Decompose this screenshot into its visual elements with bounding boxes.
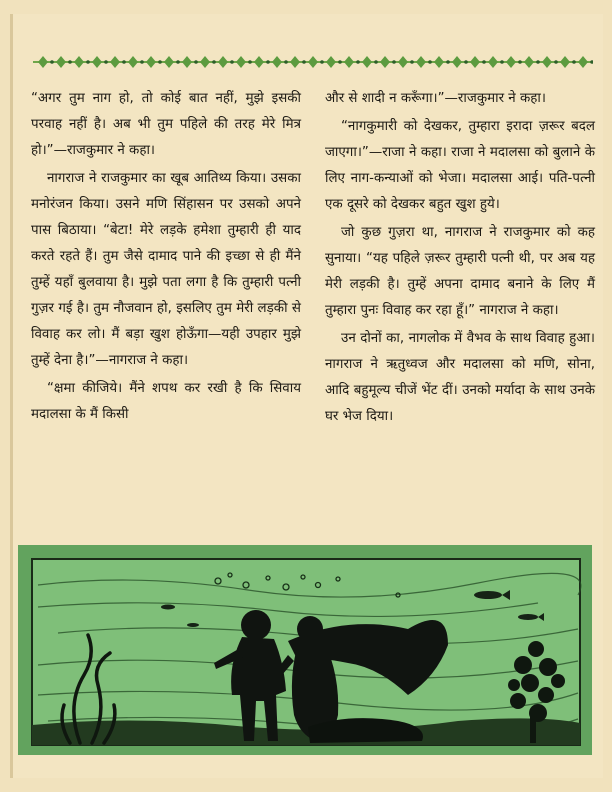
border-dot — [446, 60, 450, 64]
border-motif — [92, 56, 102, 68]
border-dot — [176, 60, 180, 64]
border-motif — [56, 56, 66, 68]
border-motif — [128, 56, 138, 68]
border-motif — [218, 56, 228, 68]
border-dot — [554, 60, 558, 64]
paragraph: “अगर तुम नाग हो, तो कोई बात नहीं, मुझे इसकी परवाह नहीं है। अब भी तुम पहिले की तरह मेरे मित्र हो।”—राजकुमार ने कहा। — [31, 91, 301, 158]
border-dot — [590, 60, 593, 64]
border-motif — [254, 56, 264, 68]
paragraph: “नागकुमारी को देखकर, तुम्हारा इरादा ज़रूर बदल जाएगा।”—राजा ने कहा। राजा ने मदालसा को बुलाने के लिए नाग-कन्याओं को भेजा। मदालसा आई। पति-पत्नी एक दूसरे को देखकर बहुत खुश हुये। — [325, 119, 595, 212]
border-motif — [164, 56, 174, 68]
border-motif — [560, 56, 570, 68]
border-dot — [86, 60, 90, 64]
border-dot — [536, 60, 540, 64]
border-motif — [434, 56, 444, 68]
border-dot — [572, 60, 576, 64]
border-dot — [284, 60, 288, 64]
border-motif — [506, 56, 516, 68]
paragraph: जो कुछ गुज़रा था, नागराज ने राजकुमार को कह सुनाया। “यह पहिले ज़रूर तुम्हारी पत्नी थी, पर अब यह मेरी लड़की है। तुम्हें अपना दामाद बनाने के लिए मैं तुम्हारा पुनः विवाह कर रहा हूँ।” नागराज ने कहा। — [325, 225, 595, 318]
border-motif — [470, 56, 480, 68]
border-motif — [326, 56, 336, 68]
border-motif — [380, 56, 390, 68]
paragraph: नागराज ने राजकुमार का खूब आतिथ्य किया। उसका मनोरंजन किया। उसने मणि सिंहासन पर उसको अपने पास बिठाया। “बेटा! मेरे लड़के हमेशा तुम्हारी ही याद करते रहते हैं। तुम जैसे दामाद पाने की इच्छा से ही मैंने तुम्हें यहाँ बुलवाया है। मुझे पता लगा है कि तुम्हारी पत्नी गुज़र गई है। तुम नौजवान हो, इसलिए तुम मेरी लड़की से विवाह कर लो। मैं बड़ा खुश होऊँगा—यही उपहार मुझे तुम्हें देना है।”—नागराज ने कहा। — [31, 171, 301, 368]
border-motif — [578, 56, 588, 68]
border-dot — [266, 60, 270, 64]
border-motif — [290, 56, 300, 68]
border-motif — [452, 56, 462, 68]
border-motif — [146, 56, 156, 68]
border-motif — [362, 56, 372, 68]
border-dot — [518, 60, 522, 64]
border-dot — [104, 60, 108, 64]
border-dot — [158, 60, 162, 64]
border-dot — [194, 60, 198, 64]
border-motif — [308, 56, 318, 68]
border-dot — [320, 60, 324, 64]
border-motif — [200, 56, 210, 68]
border-motif — [272, 56, 282, 68]
border-motif — [74, 56, 84, 68]
border-dot — [500, 60, 504, 64]
border-motif — [398, 56, 408, 68]
border-motif — [38, 56, 48, 68]
paragraph: और से शादी न करूँगा।”—राजकुमार ने कहा। — [325, 91, 546, 106]
right-column — [325, 86, 595, 432]
decorative-border — [33, 52, 593, 72]
border-motif — [110, 56, 120, 68]
border-dot — [122, 60, 126, 64]
border-motif — [524, 56, 534, 68]
left-column — [31, 86, 301, 430]
border-dot — [140, 60, 144, 64]
underwater-scene-image — [18, 545, 592, 755]
paragraph: उन दोनों का, नागलोक में वैभव के साथ विवाह हुआ। नागराज ने ऋतुध्वज और मदालसा को मणि, सोना, आदि बहुमूल्य चीजें भेंट दीं। उनको मर्यादा के साथ उनके घर भेज दिया। — [325, 331, 595, 424]
border-dot — [230, 60, 234, 64]
border-dot — [374, 60, 378, 64]
border-dot — [356, 60, 360, 64]
border-dot — [212, 60, 216, 64]
border-dot — [68, 60, 72, 64]
border-dot — [338, 60, 342, 64]
border-dot — [302, 60, 306, 64]
border-dot — [482, 60, 486, 64]
border-motif — [416, 56, 426, 68]
border-dot — [428, 60, 432, 64]
border-dot — [410, 60, 414, 64]
border-motif — [344, 56, 354, 68]
border-motif — [542, 56, 552, 68]
border-dot — [248, 60, 252, 64]
border-dot — [50, 60, 54, 64]
illustration — [18, 545, 592, 755]
border-dot — [392, 60, 396, 64]
border-motif — [488, 56, 498, 68]
border-dot — [464, 60, 468, 64]
border-motif — [182, 56, 192, 68]
border-motif — [236, 56, 246, 68]
paragraph: “क्षमा कीजिये। मैंने शपथ कर रखी है कि सिवाय मदालसा के मैं किसी — [31, 381, 301, 422]
